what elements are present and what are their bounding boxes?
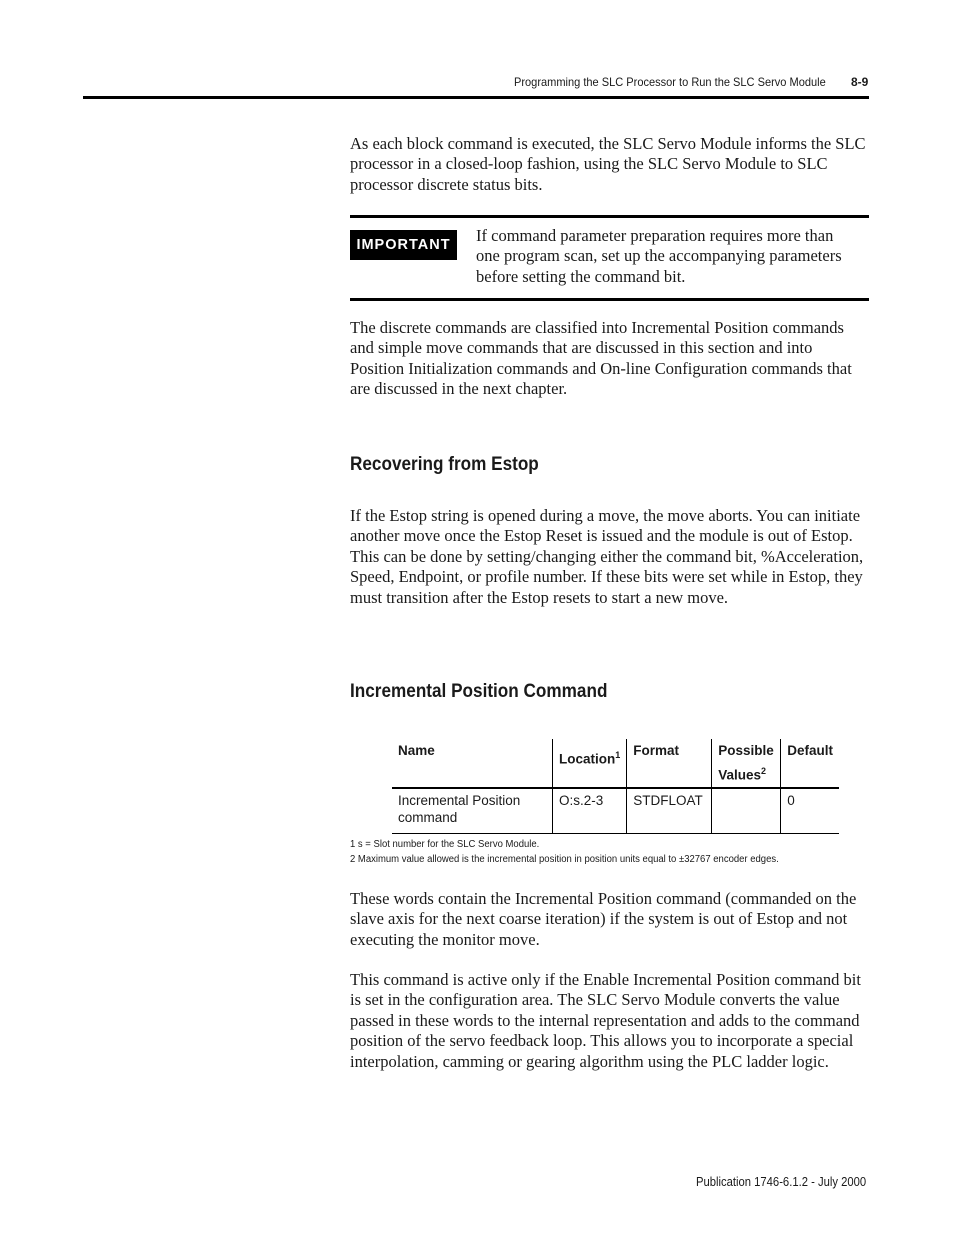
section-heading-recovering: Recovering from Estop (350, 453, 539, 475)
values-footnote-ref: 2 (761, 766, 767, 776)
column-header-location (552, 739, 626, 788)
cell-possible-values (712, 788, 781, 834)
words-paragraph: These words contain the Incremental Position command (commanded on the slave axis for the next coarse iteration) if the system is out of Estop and not executing the monitor move. (350, 889, 857, 949)
parameter-table (392, 739, 839, 834)
running-header: Programming the SLC Processor to Run the SLC Servo Module (514, 75, 826, 89)
intro-paragraph: As each block command is executed, the SLC Servo Module informs the SLC processor in a closed-loop fashion, using the SLC Servo Module to SLC processor discrete status bits. (350, 134, 866, 194)
column-header-name: Name (392, 739, 552, 788)
section-heading-incremental: Incremental Position Command (350, 680, 608, 702)
cell-location: O:s.2-3 (552, 788, 626, 834)
page-number: 8-9 (851, 75, 869, 89)
important-top-rule (350, 215, 869, 218)
table-row (392, 788, 839, 834)
possible-label: Possible (718, 743, 774, 758)
important-note: If command parameter preparation requires more than one program scan, set up the accompanying parameters before setting the command bit. (476, 226, 842, 286)
cell-format: STDFLOAT (627, 788, 712, 834)
column-header-possible-values (712, 739, 781, 788)
column-header-default: Default (781, 739, 839, 788)
cell-name: Incremental Position command (392, 788, 552, 834)
location-label: Location (558, 751, 616, 767)
important-bottom-rule (350, 298, 869, 301)
important-badge: IMPORTANT (350, 230, 457, 260)
active-paragraph: This command is active only if the Enable Incremental Position command bit is set in the configuration area. The SLC Servo Module converts the value passed in these words to the internal representation and adds to the command position of the servo feedback loop. This allows you to incorporate a special interpolation, camming or gearing algorithm using the PLC ladder logic. (350, 970, 861, 1071)
footnote-1: 1 s = Slot number for the SLC Servo Module. (350, 839, 540, 850)
footnote-2: 2 Maximum value allowed is the incremental position in position units equal to ±32767 encoder edges. (350, 854, 779, 865)
publication-footer: Publication 1746-6.1.2 - July 2000 (696, 1175, 867, 1189)
column-header-format: Format (627, 739, 712, 788)
values-label: Values (718, 767, 761, 783)
cell-default: 0 (781, 788, 839, 834)
header-rule (83, 96, 869, 99)
discrete-paragraph: The discrete commands are classified into Incremental Position commands and simple move commands that are discussed in this section and into Position Initialization commands and On-line Configuration commands that are discussed in the next chapter. (350, 318, 852, 399)
estop-paragraph: If the Estop string is opened during a move, the move aborts. You can initiate another move once the Estop Reset is issued and the module is out of Estop. This can be done by setting/changing either the command bit, %Acceleration, Speed, Endpoint, or profile number. If these bits were set while in Estop, they must transition after the Estop resets to start a new move. (350, 506, 864, 607)
table-header-row (392, 739, 839, 788)
location-footnote-ref: 1 (615, 750, 621, 760)
